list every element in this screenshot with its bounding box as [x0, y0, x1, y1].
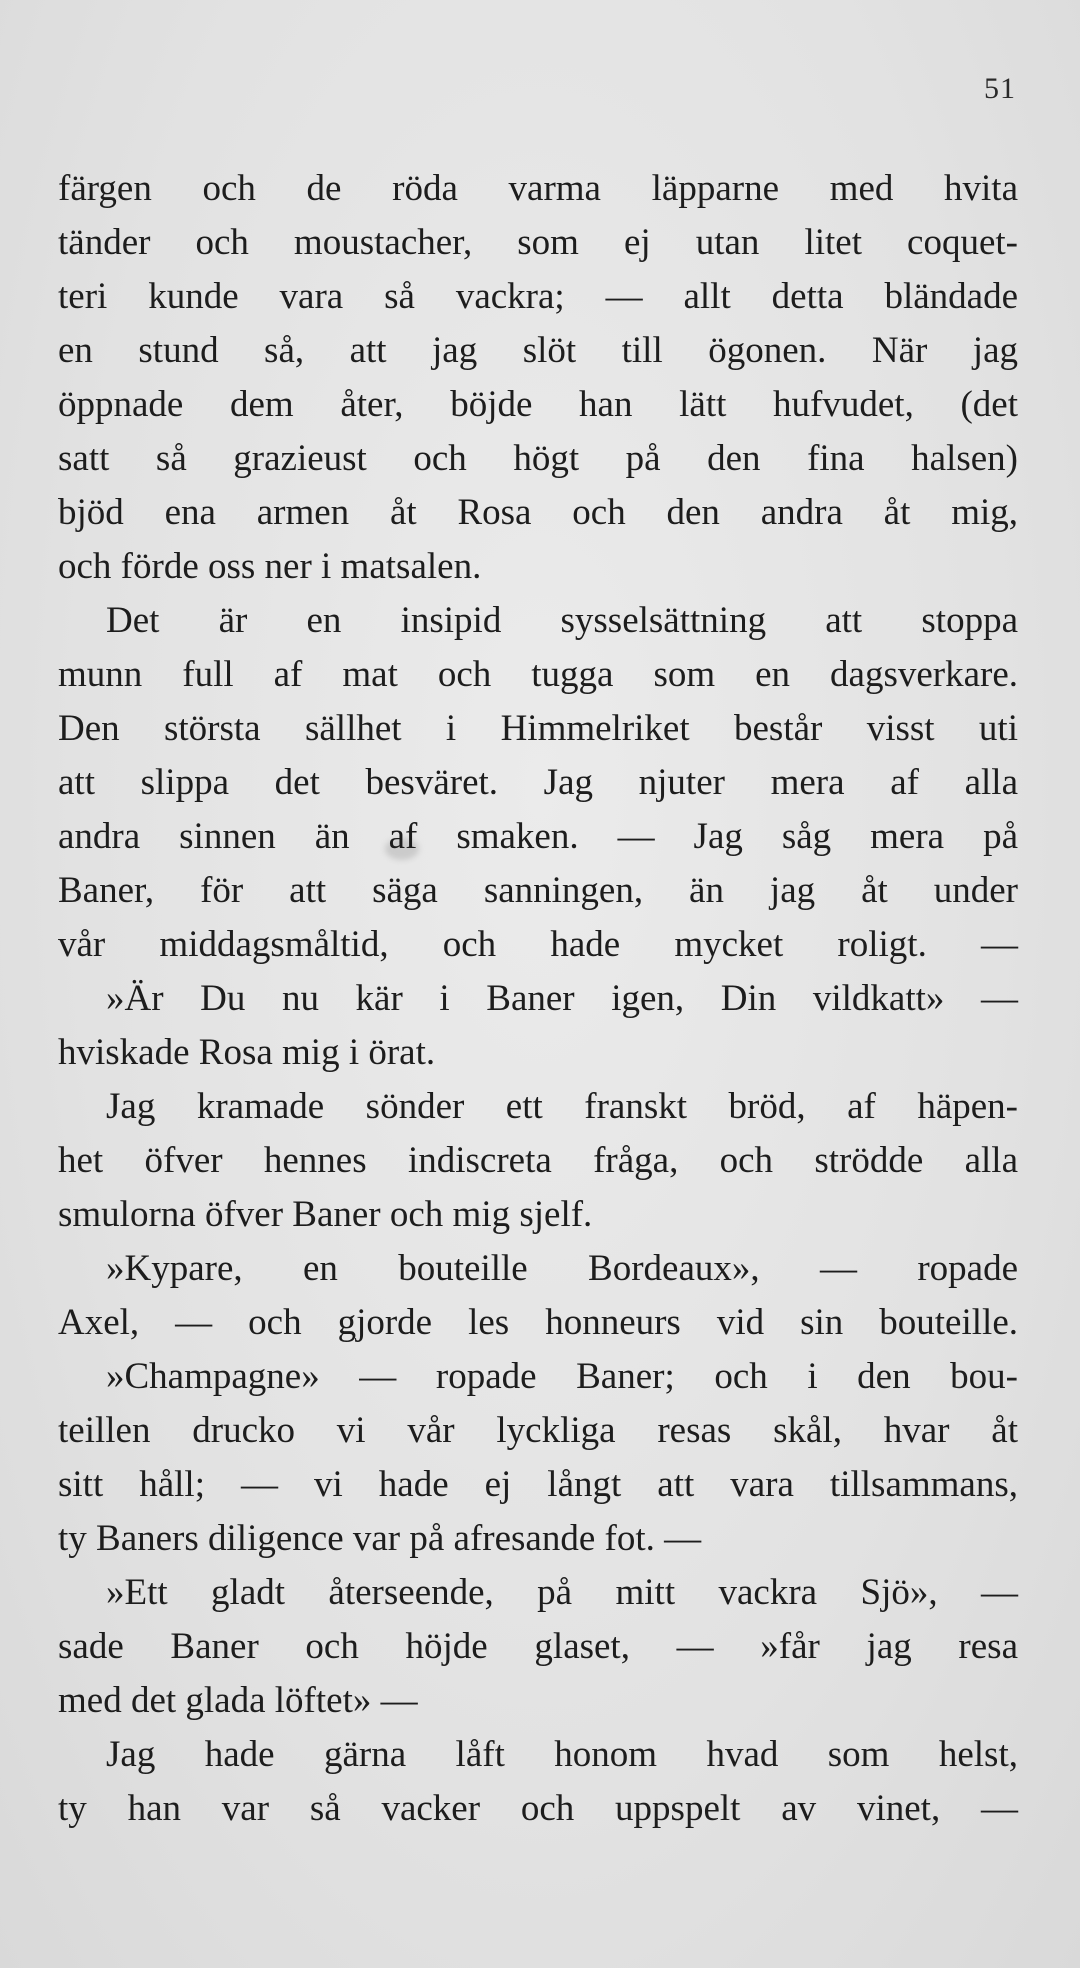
text-line: andra sinnen än af smaken. — Jag såg mera på	[58, 816, 1018, 857]
text-line: bjöd ena armen åt Rosa och den andra åt mig,	[58, 492, 1018, 533]
text-line: »Champagne» — ropade Baner; och i den bou-	[106, 1356, 1018, 1397]
text-line: teri kunde vara så vackra; — allt detta bländade	[58, 276, 1018, 317]
text-line: Baner, för att säga sanningen, än jag åt under	[58, 870, 1018, 911]
text-line: en stund så, att jag slöt till ögonen. När jag	[58, 330, 1018, 371]
text-line: »Kypare, en bouteille Bordeaux», — ropade	[106, 1248, 1018, 1289]
text-line: satt så grazieust och högt på den fina halsen)	[58, 438, 1018, 479]
text-line: vår middagsmåltid, och hade mycket roligt. —	[58, 924, 1018, 965]
text-line: färgen och de röda varma läpparne med hvita	[58, 168, 1018, 209]
page-number: 51	[984, 72, 1016, 105]
body-text	[58, 162, 1018, 1836]
text-line: »Är Du nu kär i Baner igen, Din vildkatt» —	[106, 978, 1018, 1019]
text-line: sitt håll; — vi hade ej långt att vara tillsammans,	[58, 1464, 1018, 1505]
text-line: »Ett gladt återseende, på mitt vackra Sjö», —	[106, 1572, 1018, 1613]
text-line: ty Baners diligence var på afresande fot. —	[58, 1518, 702, 1559]
text-line: teillen drucko vi vår lyckliga resas skål, hvar åt	[58, 1410, 1018, 1451]
text-line: tänder och moustacher, som ej utan litet coquet-	[58, 222, 1018, 263]
text-line: att slippa det besväret. Jag njuter mera af alla	[58, 762, 1018, 803]
text-line: sade Baner och höjde glaset, — »får jag resa	[58, 1626, 1018, 1667]
text-line: Axel, — och gjorde les honneurs vid sin bouteille.	[58, 1302, 1018, 1343]
text-line: smulorna öfver Baner och mig sjelf.	[58, 1194, 593, 1235]
text-line: Jag hade gärna låft honom hvad som helst,	[106, 1734, 1018, 1775]
text-line: och förde oss ner i matsalen.	[58, 546, 482, 587]
text-line: med det glada löftet» —	[58, 1680, 418, 1721]
text-line: hviskade Rosa mig i örat.	[58, 1032, 436, 1073]
text-line: Den största sällhet i Himmelriket består visst uti	[58, 708, 1018, 749]
text-line: öppnade dem åter, böjde han lätt hufvudet, (det	[58, 384, 1018, 425]
text-line: Jag kramade sönder ett franskt bröd, af häpen-	[106, 1086, 1018, 1127]
text-line: munn full af mat och tugga som en dagsverkare.	[58, 654, 1018, 695]
text-line: het öfver hennes indiscreta fråga, och strödde alla	[58, 1140, 1018, 1181]
text-line: ty han var så vacker och uppspelt av vinet, —	[58, 1788, 1018, 1829]
text-line: Det är en insipid sysselsättning att stoppa	[106, 600, 1018, 641]
